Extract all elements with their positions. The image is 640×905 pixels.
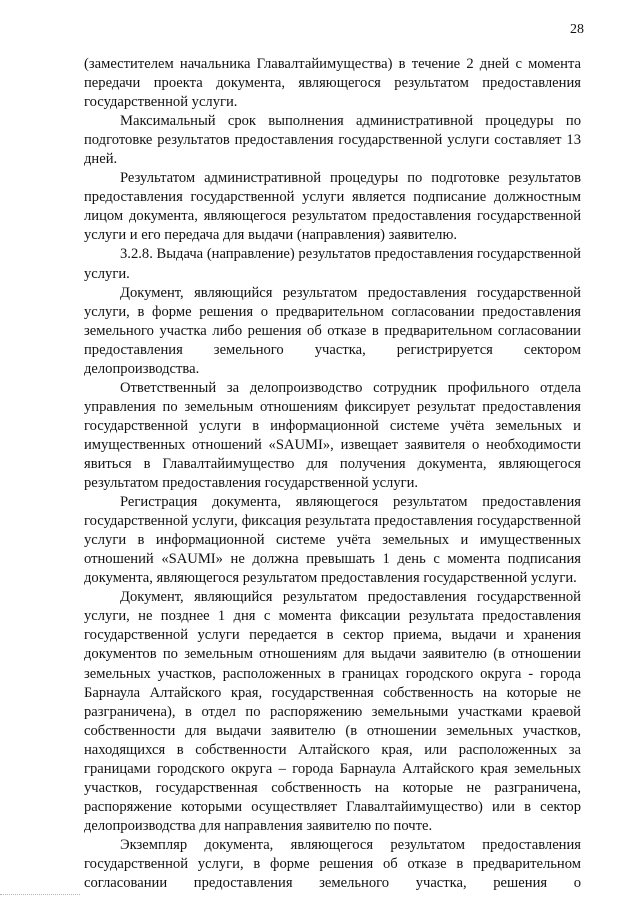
paragraph-4-section-heading: 3.2.8. Выдача (направление) результатов предоставления государственной услуги.	[84, 246, 581, 282]
bottom-divider	[0, 894, 80, 895]
paragraph-7: Регистрация документа, являющегося результатом предоставления государственной услуги, фиксация результата предоставления государственной услуги в информационной системе учёта земельных и имущественных отношений «SAUMI» не должна превышать 1 день с момента подписания документа, являющегося результатом предоставления государственной услуги.	[84, 494, 581, 587]
paragraph-3: Результатом административной процедуры по подготовке результатов предоставления государственной услуги является подписание должностным лицом документа, являющегося результатом предоставления государственной услуги и его передача для выдачи (направления) заявителю.	[84, 170, 581, 244]
paragraph-8: Документ, являющийся результатом предоставления государственной услуги, не позднее 1 дня с момента фиксации результата предоставления государственной услуги передается в сектор приема, выдачи и хранения документов по земельным отношениям для выдачи заявителю (в отношении земельных участков, расположенных в границах городского округа - города Барнаула Алтайского края, государственная собственность на которые не разграничена), в отдел по распоряжению земельными участками краевой собственности для выдачи заявителю (в отношении земельных участков, находящихся в собственности Алтайского края, или расположенных за границами городского округа – города Барнаула Алтайского края земельных участков, государственная собственность на которые не разграничена, распоряжение которыми осуществляет Главалтайимущество) или в сектор делопроизводства для направления заявителю по почте.	[84, 589, 581, 834]
body-text	[84, 55, 581, 893]
paragraph-1: (заместителем начальника Главалтайимущества) в течение 2 дней с момента передачи проекта документа, являющегося результатом предоставления государственной услуги.	[84, 56, 581, 111]
paragraph-9-continued: Экземпляр документа, являющегося результатом предоставления государственной услуги, в форме решения об отказе в предварительном согласовании предоставления земельного участка, решения о	[84, 836, 581, 892]
paragraph-2: Максимальный срок выполнения административной процедуры по подготовке результатов предоставления государственной услуги составляет 13 дней.	[84, 113, 581, 168]
paragraph-6: Ответственный за делопроизводство сотрудник профильного отдела управления по земельным отношениям фиксирует результат предоставления государственной услуги в информационной системе учёта земельных и имущественных отношений «SAUMI», извещает заявителя о необходимости явиться в Главалтайимущество для получения документа, являющегося результатом предоставления государственной услуги.	[84, 379, 581, 492]
page-number: 28	[570, 22, 584, 37]
paragraph-5: Документ, являющийся результатом предоставления государственной услуги, в форме решения о предварительном согласовании предоставления земельного участка либо решения об отказе в предварительном согласовании предоставления земельного участка, регистрируется сектором делопроизводства.	[84, 284, 581, 377]
